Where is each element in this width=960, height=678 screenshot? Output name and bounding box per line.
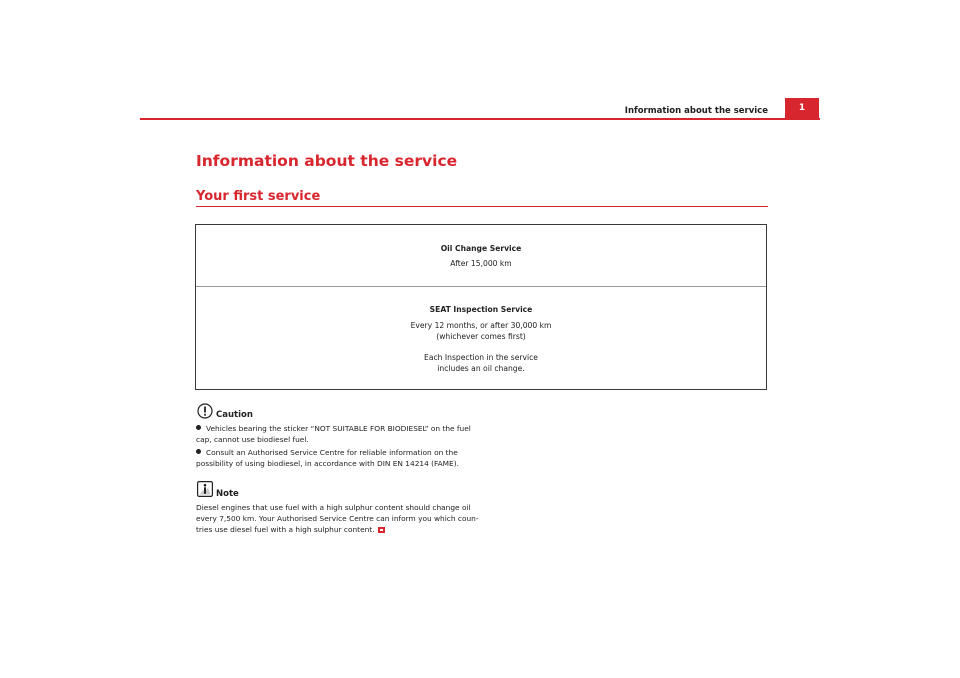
box-divider bbox=[196, 286, 766, 287]
inspection-interval-qualifier: (whichever comes first) bbox=[436, 332, 526, 341]
note-heading: Note bbox=[216, 489, 239, 499]
running-header: Information about the service bbox=[624, 106, 768, 116]
caution-item bbox=[196, 447, 458, 458]
inspection-note-line1: Each Inspection in the service bbox=[424, 353, 538, 362]
section-title: Your first service bbox=[196, 189, 321, 204]
inspection-note-line2: includes an oil change. bbox=[437, 364, 525, 373]
note-text: tries use diesel fuel with a high sulphur content. bbox=[196, 525, 375, 534]
header-rule bbox=[140, 118, 820, 120]
caution-item-text: Consult an Authorised Service Centre for reliable information on the bbox=[206, 448, 458, 457]
bullet bbox=[196, 425, 201, 430]
caution-heading: Caution bbox=[216, 410, 253, 420]
info-icon bbox=[197, 481, 213, 497]
page-number-tab bbox=[785, 98, 819, 118]
page-number: 1 bbox=[798, 103, 806, 113]
note-text-line2: every 7,500 km. Your Authorised Service Centre can inform you which coun- bbox=[196, 514, 479, 523]
note-text-line3 bbox=[196, 524, 385, 535]
caution-item-continued: cap, cannot use biodiesel fuel. bbox=[196, 435, 309, 444]
caution-item-text: Vehicles bearing the sticker “NOT SUITABLE FOR BIODIESEL” on the fuel bbox=[206, 424, 471, 433]
inspection-interval: Every 12 months, or after 30,000 km bbox=[410, 321, 552, 330]
caution-item bbox=[196, 423, 471, 434]
bullet bbox=[196, 449, 201, 454]
note-text-line1: Diesel engines that use fuel with a high sulphur content should change oil bbox=[196, 503, 471, 512]
chapter-title: Information about the service bbox=[196, 152, 458, 170]
service-schedule-box bbox=[195, 224, 767, 390]
exclamation-icon bbox=[197, 403, 213, 419]
section-rule bbox=[196, 206, 768, 207]
oil-service-title: Oil Change Service bbox=[440, 244, 522, 253]
caution-item-continued: possibility of using biodiesel, in accordance with DIN EN 14214 (FAME). bbox=[196, 459, 459, 468]
inspection-service-title: SEAT Inspection Service bbox=[429, 305, 533, 314]
oil-service-interval: After 15,000 km bbox=[450, 259, 512, 268]
end-of-section-icon bbox=[378, 527, 385, 533]
